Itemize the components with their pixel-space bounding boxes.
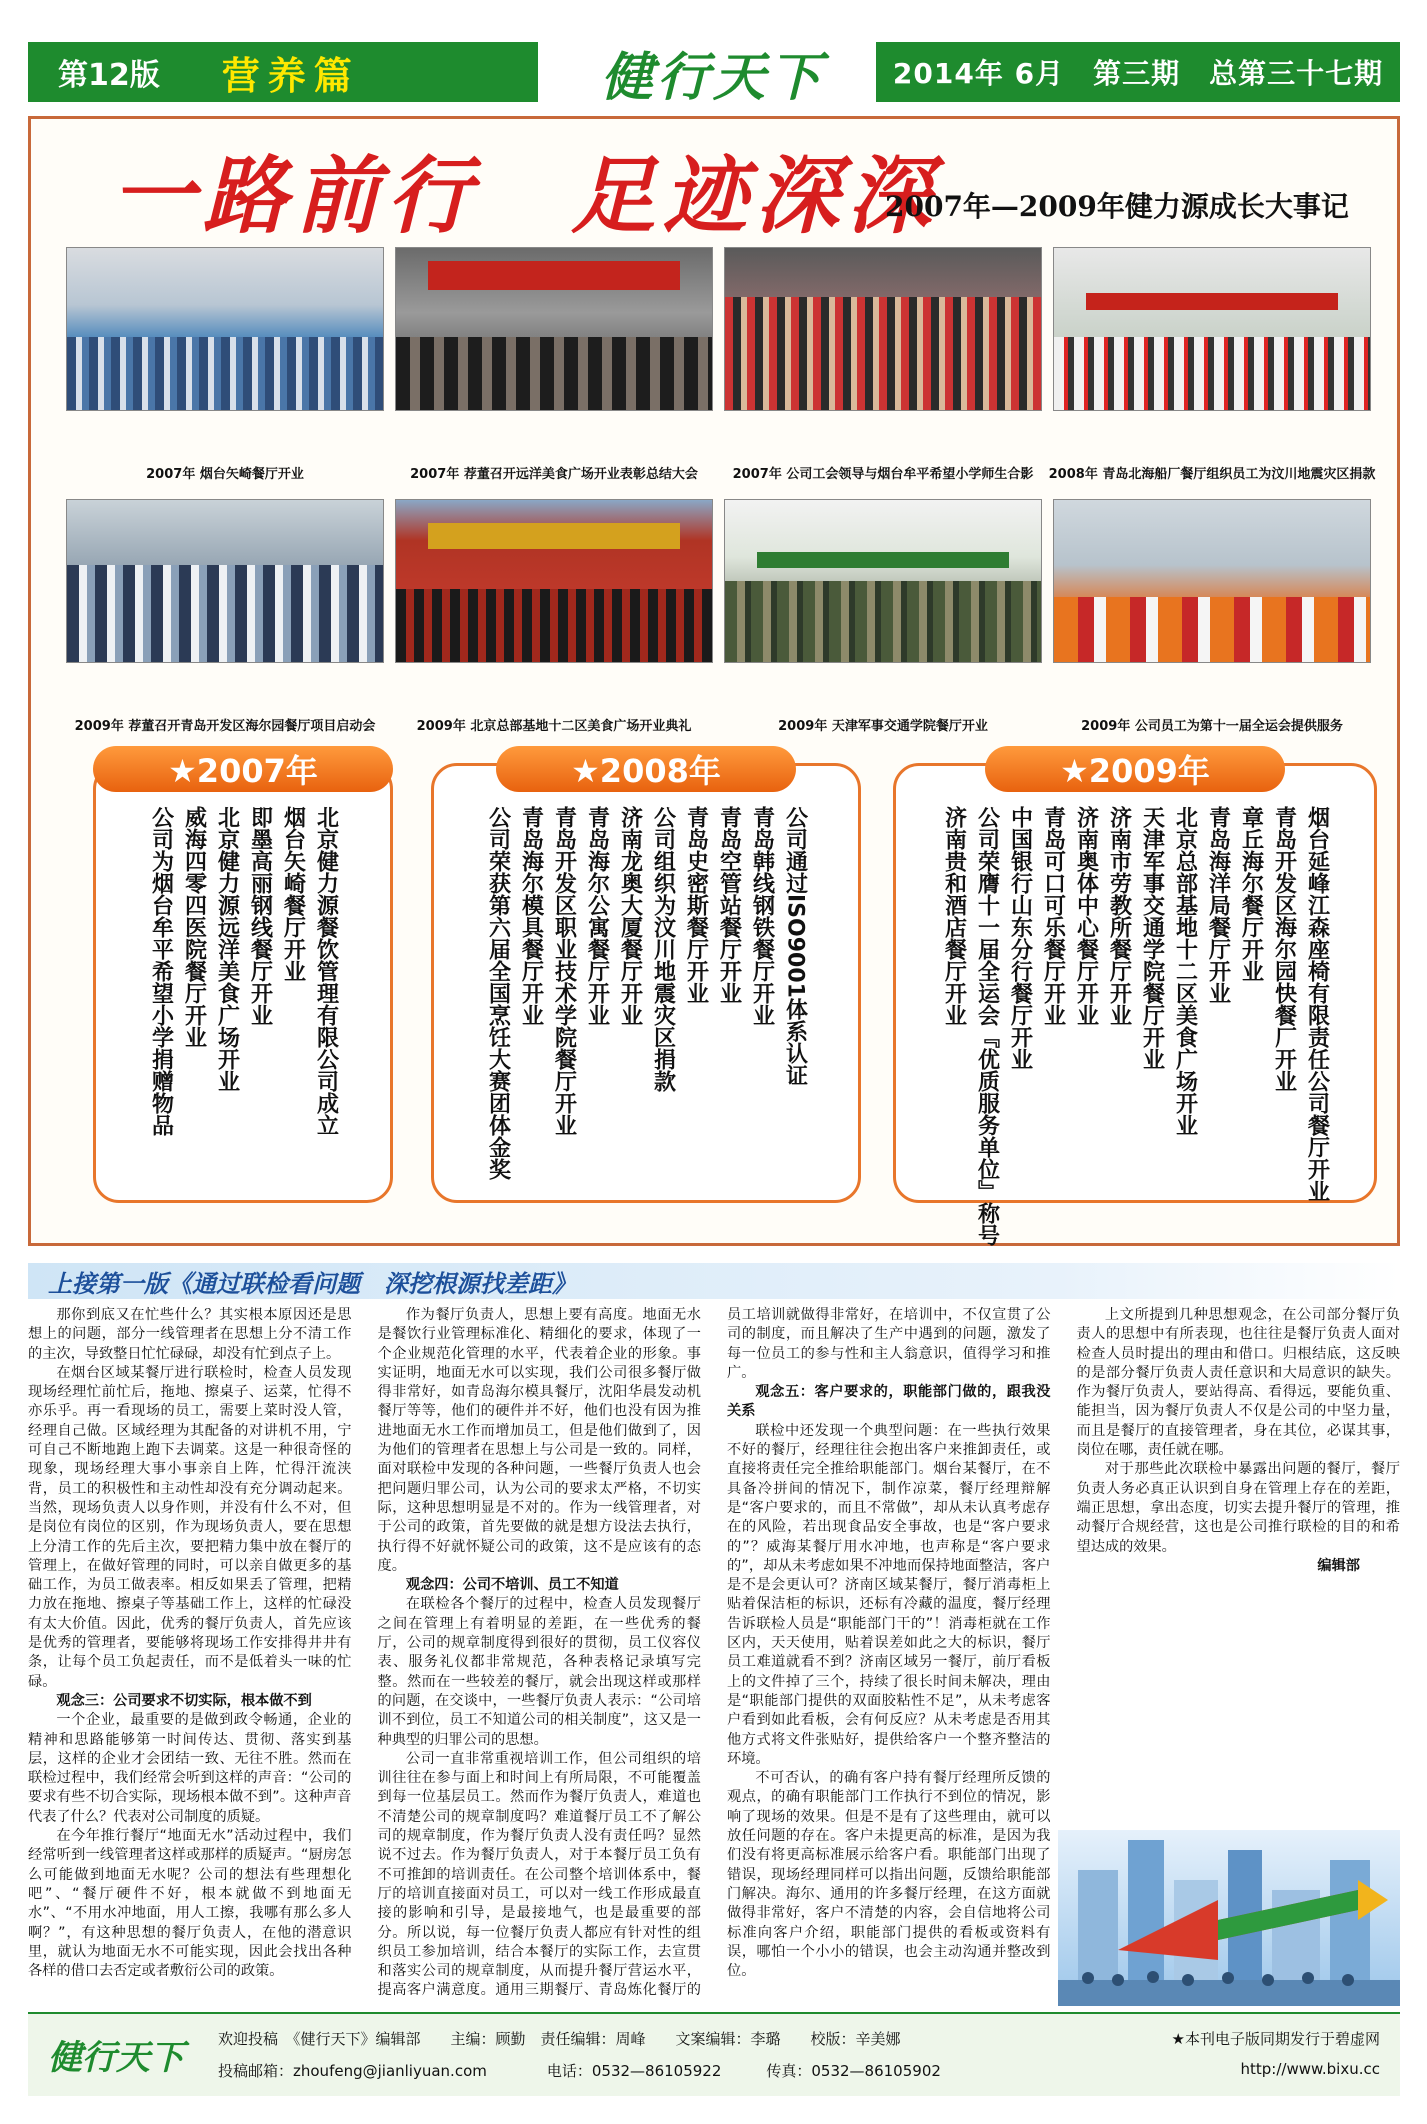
photo-3 [724,247,1042,411]
photo-caption-5: 2009年 荐董召开青岛开发区海尔园餐厅项目启动会 [74,719,376,734]
year-events-2008 [434,806,858,1184]
footer [28,2012,1400,2096]
feature-title: 一路前行 足迹深深 [111,146,940,245]
event-item: 烟台延峰江森座椅有限责任公司餐厅开业 [1304,806,1330,1202]
footer-credits: 欢迎投稿 《健行天下》编辑部 主编：顾勤 责任编辑：周峰 文案编辑：李璐 校版：辛美娜 [218,2030,901,2048]
feature-subtitle: 2007年—2009年健力源成长大事记 [885,190,1349,223]
photo-caption-4: 2008年 青岛北海船厂餐厅组织员工为汶川地震灾区捐款 [1048,467,1376,482]
masthead-left [28,42,538,102]
event-item: 青岛开发区海尔园快餐厂开业 [1271,806,1297,1092]
article-paragraph: 不可否认，的确有客户持有餐厅经理所反馈的观点，的确有职能部门工作执行不到位的情况，影响了现场的效果。但是不是有了这些理由，就可以放任问题的存在。客户未提更高的标准，是因为我们没有将更高标准展示给客户看。职能部门出现了错误，现场经理同样可以指出问题，反馈给职能部门解决。海尔、通用的许多餐厅经理，在这方面就做得非常好，客户不清楚的内容，会自信地将公司标准向客户介绍，职能部门提供的看板或资料有误，哪怕一个小小的错误，也会主动沟通并整改到位。 [727,1770,1051,1980]
edition-number: 第12版 [58,58,160,93]
article-paragraph: 对于那些此次联检中暴露出问题的餐厅，餐厅负责人务必真正认识到自身在管理上存在的差距，端正思想，拿出态度，切实去提升餐厅的管理，推动餐厅合规经营，这也是公司推行联检的目的和希望达成的效果。 [1076,1461,1400,1555]
event-item: 济南贵和酒店餐厅开业 [941,806,967,1026]
article-paragraph: 作为餐厅负责人，思想上要有高度。地面无水是餐饮行业管理标准化、精细化的要求，体现了一个企业规范化管理的水平，代表着企业的形象。事实证明，地面无水可以实现，我们公司很多餐厅做得非常好，如青岛海尔模具餐厅，沈阳华晨发动机餐厅等等，他们的硬件并不好，他们也没有因为推进地面无水工作而增加员工，但是他们做到了，因为他们的管理者在思想上与公司是一致的。同样，面对联检中发现的各种问题，一些餐厅负责人也会把问题归罪公司，认为公司的要求太严格，不切实际，这种思想明显是不对的。作为一线管理者，对于公司的政策，首先要做的就是想方设法去执行，执行得不好就怀疑公司的政策，这不是应该有的态度。 [377,1307,701,1574]
event-item: 北京总部基地十二区美食广场开业 [1172,806,1198,1136]
event-item: 烟台矢崎餐厅开业 [280,806,306,982]
year-label-2008: ★2008年 [496,746,796,792]
year-box-2008 [431,752,861,1203]
article-paragraph: 在联检各个餐厅的过程中，检查人员发现餐厅之间在管理上有着明显的差距，在一些优秀的餐厅，公司的规章制度得到很好的贯彻，员工仪容仪表、服务礼仪都非常规范，各种表格记录填写完整。然而在一些较差的餐厅，就会出现这样或那样的问题，在交谈中，一些餐厅负责人表示：“公司培训不到位，员工不知道公司的相关制度”，这又是一种典型的归罪公司的思想。 [377,1596,701,1748]
city-skyline-icon [1058,1830,1400,2006]
article-heading: 上接第一版《通过联检看问题 深挖根源找差距》 [48,1269,576,1298]
photo-caption-3: 2007年 公司工会领导与烟台牟平希望小学师生合影 [732,467,1034,482]
event-item: 中国银行山东分行餐厅开业 [1007,806,1033,1070]
masthead [28,42,1400,108]
event-item: 济南市劳教所餐厅开业 [1106,806,1132,1026]
event-item: 青岛海尔公寓餐厅开业 [584,806,610,1026]
milestone-feature [28,116,1400,1246]
article-paragraph: 在烟台区域某餐厅进行联检时，检查人员发现现场经理忙前忙后，拖地、擦桌子、运菜，忙得不亦乐乎。再一看现场的员工，需要上菜时没人管，经理自己做。区域经理为其配备的对讲机不用，宁可自己不断地跑上跑下去调菜。这是一种很奇怪的现象，现场经理大事小事亲自上阵，忙得汗流浃背，员工的积极性和主动性却没有充分调动起来。当然，现场负责人以身作则，并没有什么不对，但是岗位有岗位的区别，作为现场负责人，要在思想上分清工作的先后主次，要把精力集中放在餐厅的管理上，在做好管理的同时，可以亲自做更多的基础工作，为员工做表率。相反如果丢了管理，把精力放在拖地、擦桌子等基础工作上，这样的忙碌没有太大价值。因此，优秀的餐厅负责人，首先应该是优秀的管理者，要能够将现场工作安排得井井有条，让每个员工负起责任，而不是低着头一味的忙碌。 [28,1364,352,1690]
year-label-2009: ★2009年 [985,746,1285,792]
event-item: 青岛韩线钢铁餐厅开业 [749,806,775,1026]
event-item: 公司荣获第六届全国烹饪大赛团体金奖 [485,806,511,1180]
article-subheading: 观念三：公司要求不切实际，根本做不到 [56,1692,312,1709]
photo-7 [724,499,1042,663]
article-paragraph: 那你到底又在忙些什么？其实根本原因还是思想上的问题，部分一线管理者在思想上分不清工作的主次，导致整日忙忙碌碌，却没有忙到点子上。 [28,1307,352,1362]
issue-date: 2014年 6月 第三期 总第三十七期 [876,42,1400,102]
newspaper-logo: 健行天下 [600,46,825,108]
section-name: 营养篇 [221,53,360,98]
event-item: 北京健力源餐饮管理有限公司成立 [313,806,339,1136]
event-item: 威海四零四医院餐厅开业 [181,806,207,1048]
year-events-2009 [896,806,1374,1246]
article-subheading: 观念五：客户要求的，职能部门做的，跟我没关系 [727,1384,1051,1420]
photo-4 [1053,247,1371,411]
event-item: 青岛海尔模具餐厅开业 [518,806,544,1026]
photo-8 [1053,499,1371,663]
photo-caption-2: 2007年 荐董召开远洋美食广场开业表彰总结大会 [410,467,698,482]
event-item: 青岛开发区职业技术学院餐厅开业 [551,806,577,1136]
footer-contact: 投稿邮箱：zhoufeng@jianliyuan.com 电话：0532—86105922 传真：0532—86105902 [218,2062,941,2080]
event-item: 青岛空管站餐厅开业 [716,806,742,1004]
photo-5 [66,499,384,663]
event-item: 青岛史密斯餐厅开业 [683,806,709,1004]
article-paragraph: 一个企业，最重要的是做到政令畅通，企业的精神和思路能够第一时间传达、贯彻、落实到基层，这样的企业才会团结一致、无往不胜。然而在联检过程中，我们经常会听到这样的声音：“公司的要求有些不切合实际，现场根本做不到”。这种声音代表了什么？代表对公司制度的质疑。 [28,1712,352,1825]
article-signature: 编辑部 [1317,1557,1360,1574]
event-item: 青岛海洋局餐厅开业 [1205,806,1231,1004]
event-item: 济南奥体中心餐厅开业 [1073,806,1099,1026]
footer-website-link[interactable]: http://www.bixu.cc [1240,2060,1380,2078]
year-events-2007 [96,806,390,1184]
photo-caption-1: 2007年 烟台矢崎餐厅开业 [146,467,304,482]
article-paragraph: 上文所提到几种思想观念，在公司部分餐厅负责人的思想中有所表现，也往往是餐厅负责人面对检查人员时提出的理由和借口。归根结底，这反映的是部分餐厅负责人责任意识和大局意识的缺失。作为餐厅负责人，要站得高、看得远，要能负重、能担当，因为餐厅负责人不仅是公司的中坚力量，而且是餐厅的直接管理者，身在其位，必谋其事，岗位在哪，责任就在哪。 [1076,1307,1400,1459]
photo-caption-6: 2009年 北京总部基地十二区美食广场开业典礼 [416,719,692,734]
event-item: 公司为烟台牟平希望小学捐赠物品 [148,806,174,1136]
article-paragraph: 在今年推行餐厅“地面无水”活动过程中，我们经常听到一线管理者这样或那样的质疑声。“厨房怎么可能做到地面无水呢？公司的想法有些理想化吧”、“餐厅硬件不好，根本就做不到地面无水”、“不用水冲地面，用人工擦，我哪有那么多人啊？”，有这种思想的餐厅负责人，在他的潜意识里，就认为地面无水不可能实现，因此会找出各种各样的借口去否定或者敷衍公司的政策。 [28,1828,352,1980]
year-box-2009 [893,752,1377,1246]
photo-2 [395,247,713,411]
photo-6 [395,499,713,663]
article-paragraph: 联检中还发现一个典型问题：在一些执行效果不好的餐厅，经理往往会抱出客户来推卸责任，或直接将责任完全推给职能部门。烟台某餐厅，在不具备冷拼间的情况下，制作凉菜，餐厅经理辩解是“客户要求的，而且不常做”，却从未认真考虑存在的风险，若出现食品安全事故，也是“客户要求的”？威海某餐厅用水冲地，也声称是“客户要求的”，却从未考虑如果不冲地而保持地面整洁，客户是不是会更认可？济南区域某餐厅，餐厅消毒柜上贴着保洁柜的标识，还标有冷藏的温度，餐厅经理告诉联检人员是“职能部门干的”！消毒柜就在工作区内，天天使用，贴着误差如此之大的标识，餐厅员工难道就看不到？济南区域另一餐厅，前厅看板上的文件掉了三个，持续了很长时间未解决，理由是“职能部门提供的双面胶粘性不足”，从未考虑客户看到如此看板，会有何反应？从未考虑是否用其他方式将文件张贴好，提供给客户一个整齐整洁的环境。 [727,1422,1051,1767]
year-label-2007: ★2007年 [93,746,393,792]
photo-caption-8: 2009年 公司员工为第十一届全运会提供服务 [1081,719,1343,734]
event-item: 章丘海尔餐厅开业 [1238,806,1264,982]
year-box-2007 [93,752,393,1203]
event-item: 公司组织为汶川地震灾区捐款 [650,806,676,1092]
article-subheading: 观念四：公司不培训、员工不知道 [405,1577,619,1594]
article-heading-bar [28,1263,1400,1299]
event-item: 公司荣膺十一届全运会『优质服务单位』称号 [974,806,1000,1246]
photo-caption-7: 2009年 天津军事交通学院餐厅开业 [778,719,988,734]
event-item: 北京健力源远洋美食广场开业 [214,806,240,1092]
event-item: 青岛可口可乐餐厅开业 [1040,806,1066,1026]
city-illustration [1058,1830,1400,2006]
event-item: 天津军事交通学院餐厅开业 [1139,806,1165,1070]
event-item: 济南龙奥大厦餐厅开业 [617,806,643,1026]
event-item: 公司通过ISO9001体系认证 [782,806,808,1086]
footer-edition-note: ★本刊电子版同期发行于碧虚网 [1171,2030,1380,2048]
photo-1 [66,247,384,411]
event-item: 即墨高丽钢线餐厅开业 [247,806,273,1026]
footer-logo: 健行天下 [48,2038,184,2078]
article-paragraph: 公司一直非常重视培训工作，但公司组织的培训往往在参与面上和时间上有所局限，不可能覆盖到每一位基层员工。然而作为餐厅负责人，难道也不清楚公司的规章制度吗？难道餐厅员工不了解公司的规章制度，作为餐厅负责人没有责任吗？显然说不过去。作为餐厅负责人，对于本餐厅员工负有不可推卸的培训责任。在公司整个培训体系中，餐厅的培训直接面对员工，可以对一线工作形成最直接的影响和引导，是最接地气，也是最重要的部分。所以说，每一位餐厅负责人都应有针对性的组织员工参加培训，结合本餐厅的实际工作，去宣贯和落实公司的规章制度，从而提升餐厅营运水平，提高客户满意度。通用三期餐厅、青岛炼化餐厅的员工培训就做得非常好，在培训中，不仅宣贯了公司的制度，而且解决了生产中遇到的问题，激发了每一位员工的参与性和主人翁意识，值得学习和推广。 [377,1307,1051,1999]
